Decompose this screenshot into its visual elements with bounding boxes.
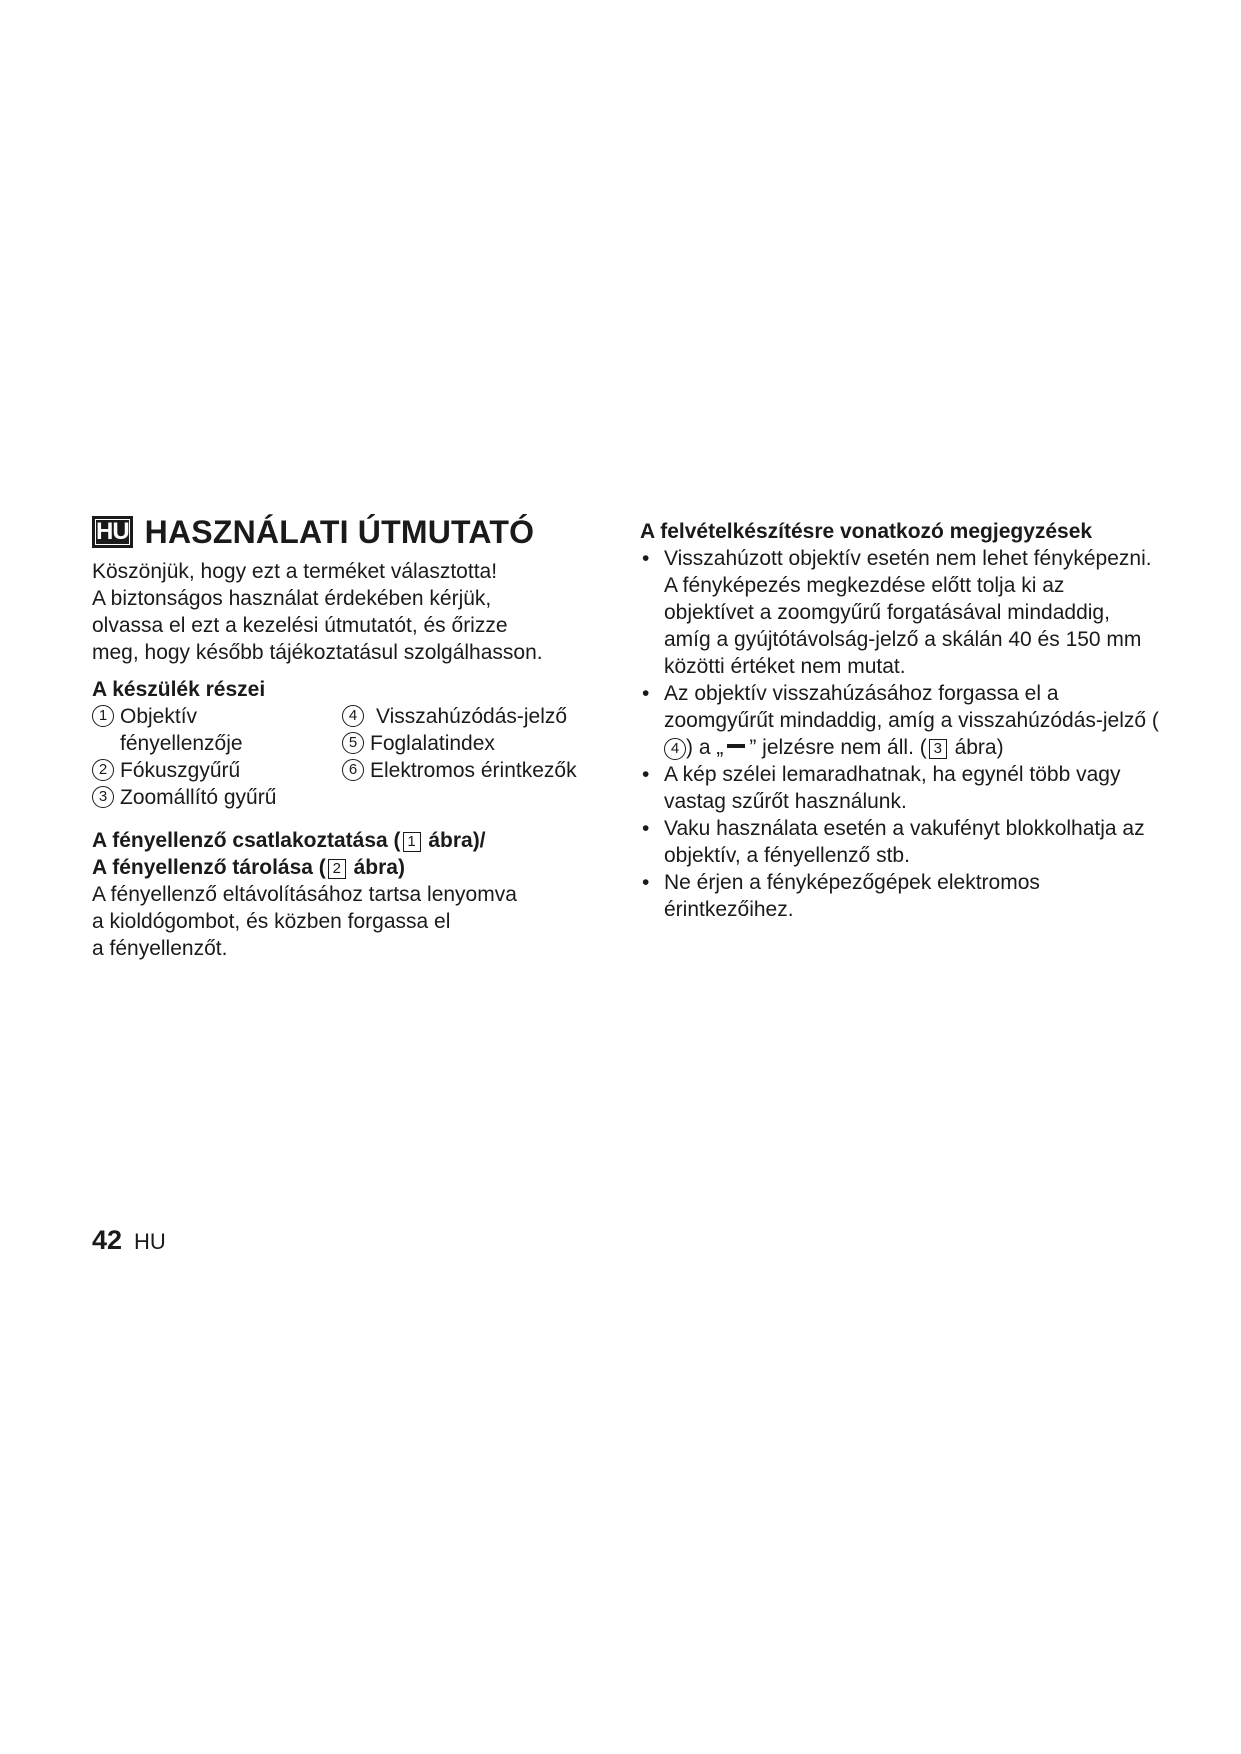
page-number: 42 [92, 1225, 123, 1255]
note-text: ” jelzésre nem áll. ( [749, 736, 927, 759]
part-item-1 [92, 703, 342, 757]
part-item-4 [342, 703, 602, 730]
page-title: HASZNÁLATI ÚTMUTATÓ [144, 514, 535, 550]
language-badge: HU [92, 516, 133, 548]
note-item: • Ne érjen a fényképezőgépek elektromos érintkezőihez. [640, 869, 1160, 923]
part-number: 6 [342, 759, 364, 781]
intro-line-4: meg, hogy később tájékoztatásul szolgálhasson. [92, 641, 543, 664]
intro-line-1: Köszönjük, hogy ezt a terméket választotta! [92, 560, 498, 583]
right-column [640, 512, 1160, 923]
footer-language: HU [134, 1229, 166, 1254]
heading-text: A fényellenző csatlakoztatása ( [92, 829, 401, 852]
note-text: ábra) [948, 736, 1004, 759]
parts-right-stack [342, 703, 602, 757]
part-label: Visszahúzódás-jelző [376, 705, 568, 728]
part-label: Fókuszgyűrű [120, 759, 241, 782]
indicator-ref-4: 4 [664, 738, 686, 760]
part-label: Foglalatindex [370, 732, 495, 755]
part-label: Elektromos érintkezők [370, 759, 577, 782]
note-item: • Visszahúzott objektív esetén nem lehet fényképezni. A fényképezés megkezdése előtt tolja ki az objektívet a zoomgyűrű forgatásával mindaddig, amíg a gyújtótávolság-jelző a skálán 40 és 150 mm közötti értéket nem mutat. [640, 545, 1160, 680]
part-number: 4 [342, 705, 364, 727]
part-item-2 [92, 757, 342, 784]
notes-list [640, 545, 1160, 923]
part-label: Zoomállító gyűrű [120, 786, 277, 809]
part-item-3 [92, 784, 342, 811]
intro-line-3: olvassa el ezt a kezelési útmutatót, és őrizze [92, 614, 508, 637]
figure-ref-3: 3 [929, 739, 947, 759]
heading-text: ábra)/ [422, 829, 486, 852]
part-number: 5 [342, 732, 364, 754]
hood-attach-heading [92, 827, 612, 854]
hood-line-2: a kioldógombot, és közben forgassa el [92, 910, 451, 933]
heading-text: A fényellenző tárolása ( [92, 856, 326, 879]
part-number: 2 [92, 759, 114, 781]
intro-line-2: A biztonságos használat érdekében kérjük, [92, 587, 492, 610]
notes-heading: A felvételkészítésre vonatkozó megjegyzések [640, 520, 1093, 543]
part-label: Objektív fényellenzője [120, 705, 243, 755]
note-item: • A kép szélei lemaradhatnak, ha egynél több vagy vastag szűrőt használunk. [640, 761, 1160, 815]
part-item-6 [342, 757, 602, 784]
hood-line-1: A fényellenző eltávolításához tartsa lenyomva [92, 883, 517, 906]
figure-ref-2: 2 [328, 859, 346, 879]
left-column [92, 512, 612, 962]
page-footer [92, 1225, 166, 1256]
hood-store-heading [92, 854, 612, 881]
note-text: ) a „ [686, 736, 724, 759]
parts-list [92, 703, 612, 811]
hood-line-3: a fényellenzőt. [92, 937, 228, 960]
note-text: Az objektív visszahúzásához forgassa el a zoomgyűrűt mindaddig, amíg a visszahúzódás-jelző ( [664, 682, 1159, 732]
parts-heading: A készülék részei [92, 678, 266, 701]
dash-symbol-icon [727, 744, 745, 748]
part-number: 1 [92, 705, 114, 727]
part-item-5 [342, 730, 602, 757]
note-item [640, 680, 1160, 761]
heading-text: ábra) [347, 856, 405, 879]
figure-ref-1: 1 [403, 832, 421, 852]
part-number: 3 [92, 786, 114, 808]
note-item: • Vaku használata esetén a vakufényt blokkolhatja az objektív, a fényellenző stb. [640, 815, 1160, 869]
title-row [92, 512, 612, 552]
